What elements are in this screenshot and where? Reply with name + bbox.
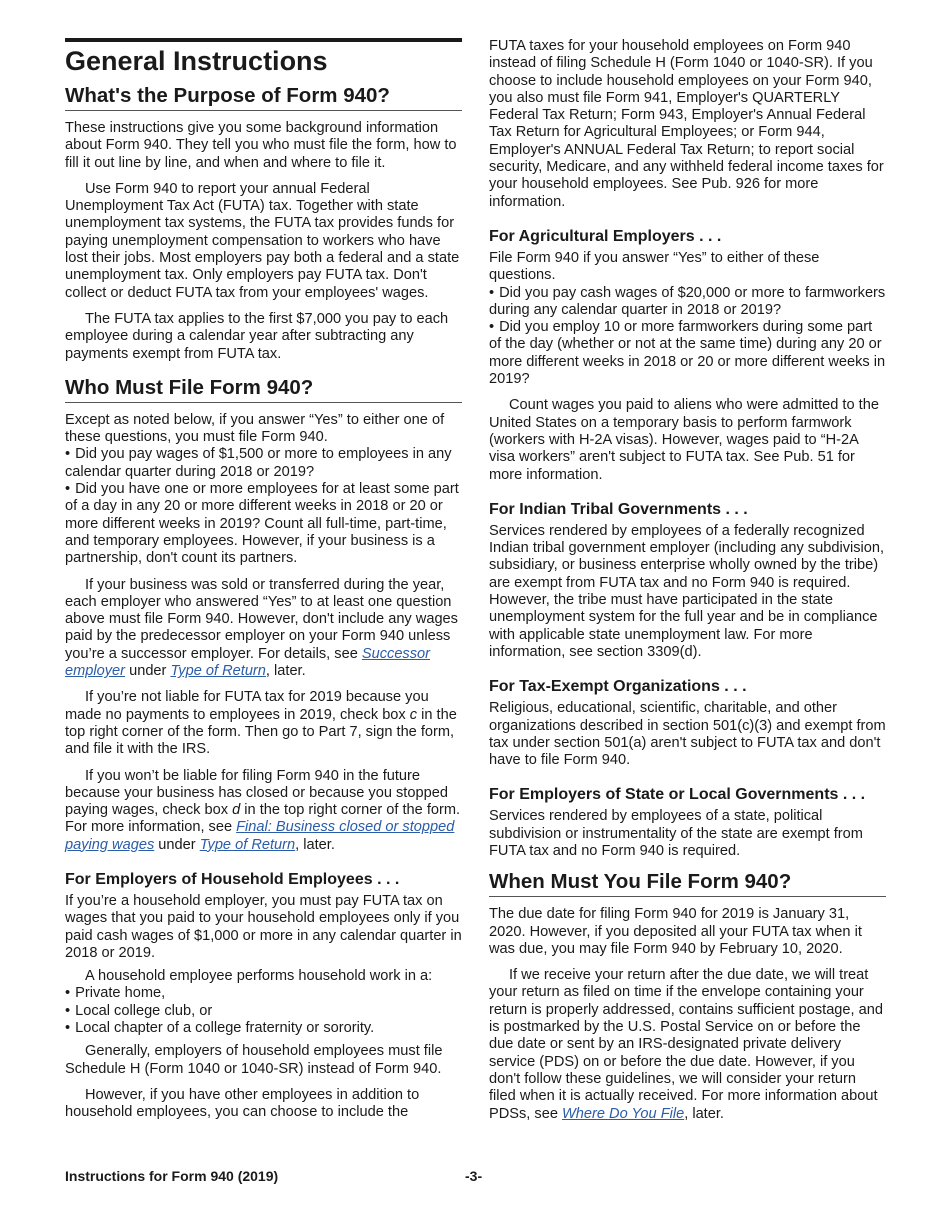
household-p4-continued: FUTA taxes for your household employees on Form 940 instead of filing Schedule H (Form 1040 or 1040-SR). If you choose to include household employees on your Form 940, you also must file Form 941, Employer's QUARTERLY Federal Tax Return; Form 943, Employer's Annual Federal Tax Return for Agricultural Employees; or Form 944, Employer's ANNUAL Federal Tax Return; to report social security, Medicare, and any withheld federal income taxes for your household employees. See Pub. 926 for more information. bbox=[489, 38, 884, 210]
who-not-liable-paragraph: If you’re not liable for FUTA tax for 2019 because you made no payments to employees in 2019, check box c in the top right corner of the form. Then go to Part 7, sign the form, and file it with the IRS. bbox=[65, 689, 457, 758]
type-of-return-link[interactable]: Type of Return bbox=[170, 663, 266, 680]
purpose-p2: Use Form 940 to report your annual Federal Unemployment Tax Act (FUTA) tax. Together with state unemployment tax systems, the FUTA tax provides funds for paying unemployment compensation to workers who have lost their jobs. Most employers pay both a federal and a state unemployment tax. Only employers pay FUTA tax. Don't collect or deduct FUTA tax from your employees' wages. bbox=[65, 180, 460, 301]
list-item: • Local college club, or bbox=[65, 1003, 462, 1020]
purpose-heading: What's the Purpose of Form 940? bbox=[65, 84, 462, 111]
type-of-return-link-2[interactable]: Type of Return bbox=[199, 836, 296, 853]
household-p3: Generally, employers of household employees must file Schedule H (Form 1040 or 1040-SR) instead of Form 940. bbox=[65, 1043, 443, 1077]
tribal-heading: For Indian Tribal Governments . . . bbox=[489, 500, 748, 518]
top-rule bbox=[65, 38, 462, 42]
when-file-p1: The due date for filing Form 940 for 2019 is January 31, 2020. However, if you deposited all your FUTA tax when it was due, you may file Form 940 by February 10, 2020. bbox=[489, 906, 862, 957]
who-future-paragraph: If you won’t be liable for filing Form 940 in the future because your business has closed or because you stopped paying wages, check box d in the top right corner of the form. For more information, see Final: Business closed or stopped paying wages under Type of Return, later. bbox=[65, 767, 461, 853]
tax-exempt-p1: Religious, educational, scientific, charitable, and other organizations described in section 501(c)(3) and exempt from tax under section 501(a) aren't subject to FUTA tax and don't have to file Form 940. bbox=[489, 700, 886, 769]
where-do-you-file-link[interactable]: Where Do You File bbox=[562, 1105, 685, 1122]
purpose-p3: The FUTA tax applies to the first $7,000 you pay to each employee during a calendar year after subtracting any payments exempt from FUTA tax. bbox=[65, 310, 449, 362]
state-local-p1: Services rendered by employees of a state, political subdivision or instrumentality of the state are exempt from FUTA tax and no Form 940 is required. bbox=[489, 808, 863, 859]
when-file-heading: When Must You File Form 940? bbox=[489, 870, 886, 897]
agricultural-intro: File Form 940 if you answer “Yes” to either of these questions. bbox=[489, 249, 820, 284]
state-local-heading: For Employers of State or Local Governments . . . bbox=[489, 786, 866, 804]
successor-employer-link[interactable]: Successor employer bbox=[65, 645, 431, 680]
purpose-p1: These instructions give you some background information about Form 940. They tell you who must file the form, how to fill it out line by line, and when and where to file it. bbox=[65, 120, 457, 171]
final-business-closed-link[interactable]: Final: Business closed or stopped paying wages bbox=[65, 819, 455, 853]
who-must-file-heading: Who Must File Form 940? bbox=[65, 376, 462, 403]
list-item: • Private home, bbox=[65, 985, 462, 1002]
who-intro: Except as noted below, if you answer “Yes” to either one of these questions, you must file Form 940. bbox=[65, 411, 445, 446]
agricultural-heading: For Agricultural Employers . . . bbox=[489, 227, 722, 245]
who-sold-paragraph: If your business was sold or transferred during the year, each employer who answered “Yes” to at least one question above must file Form 940. However, don't include any wages paid by the predecessor employer on your Form 940 unless you’re a successor employer. For details, see Successor employer under Type of Return, later. bbox=[65, 576, 458, 680]
page-title: General Instructions bbox=[65, 46, 328, 76]
agricultural-bullet-list bbox=[489, 285, 886, 389]
list-item: • Did you pay cash wages of $20,000 or more to farmworkers during any calendar quarter in 2018 or 2019? bbox=[489, 285, 886, 320]
tax-exempt-heading: For Tax-Exempt Organizations . . . bbox=[489, 678, 747, 696]
tribal-p1: Services rendered by employees of a federally recognized Indian tribal government employer (including any subdivision, subsidiary, or business enterprise wholly owned by the tribe) are exempt from FUTA tax and no Form 940 is required. However, the tribe must have participated in the state unemployment system for the full year and be in compliance with applicable state unemployment law. For more information, see section 3309(d). bbox=[489, 522, 885, 660]
left-column bbox=[65, 38, 462, 1122]
household-p1: If you’re a household employer, you must pay FUTA tax on wages that you paid to your household employees only if you paid cash wages of $1,000 or more in any calendar quarter in 2018 or 2019. bbox=[65, 892, 462, 961]
footer-title: Instructions for Form 940 (2019) bbox=[65, 1168, 279, 1184]
household-p2: A household employee performs household work in a: bbox=[85, 968, 433, 985]
list-item: • Did you have one or more employees for at least some part of a day in any 20 or more different weeks in 2018 or 20 or more different weeks in 2019? Count all full-time, part-time, and temporary employees. However, if your business is a partnership, don't count its partners. bbox=[65, 481, 462, 567]
who-bullet-list bbox=[65, 446, 462, 567]
page-number: -3- bbox=[465, 1168, 483, 1184]
list-item: • Did you pay wages of $1,500 or more to employees in any calendar quarter during 2018 or 2019? bbox=[65, 446, 462, 481]
list-item: • Local chapter of a college fraternity or sorority. bbox=[65, 1020, 462, 1037]
household-heading: For Employers of Household Employees . . . bbox=[65, 870, 400, 888]
household-bullet-list bbox=[65, 985, 462, 1037]
right-column bbox=[489, 38, 886, 1123]
when-file-p2: If we receive your return after the due date, we will treat your return as filed on time if the envelope containing your return is properly addressed, contains sufficient postage, and is postmarked by the U.S. Postal Service on or before the due date or sent by an IRS-designated private delivery service (PDS) on or before the due date. However, if you don't follow these guidelines, we will consider your return filed when it is actually received. For more information about PDSs, see Where Do You File, later. bbox=[489, 967, 883, 1122]
page-footer bbox=[65, 1168, 885, 1184]
list-item: • Did you employ 10 or more farmworkers during some part of the day (whether or not at the same time) during any 20 or more different weeks in 2018 or 20 or more different weeks in 2019? bbox=[489, 319, 886, 388]
agricultural-p2: Count wages you paid to aliens who were admitted to the United States on a temporary basis to perform farmwork (workers with H-2A visas). However, wages paid to “H-2A visa workers” aren't subject to FUTA tax. See Pub. 51 for more information. bbox=[489, 397, 879, 483]
household-p4: However, if you have other employees in addition to household employees, you can choose to include the bbox=[65, 1086, 420, 1121]
